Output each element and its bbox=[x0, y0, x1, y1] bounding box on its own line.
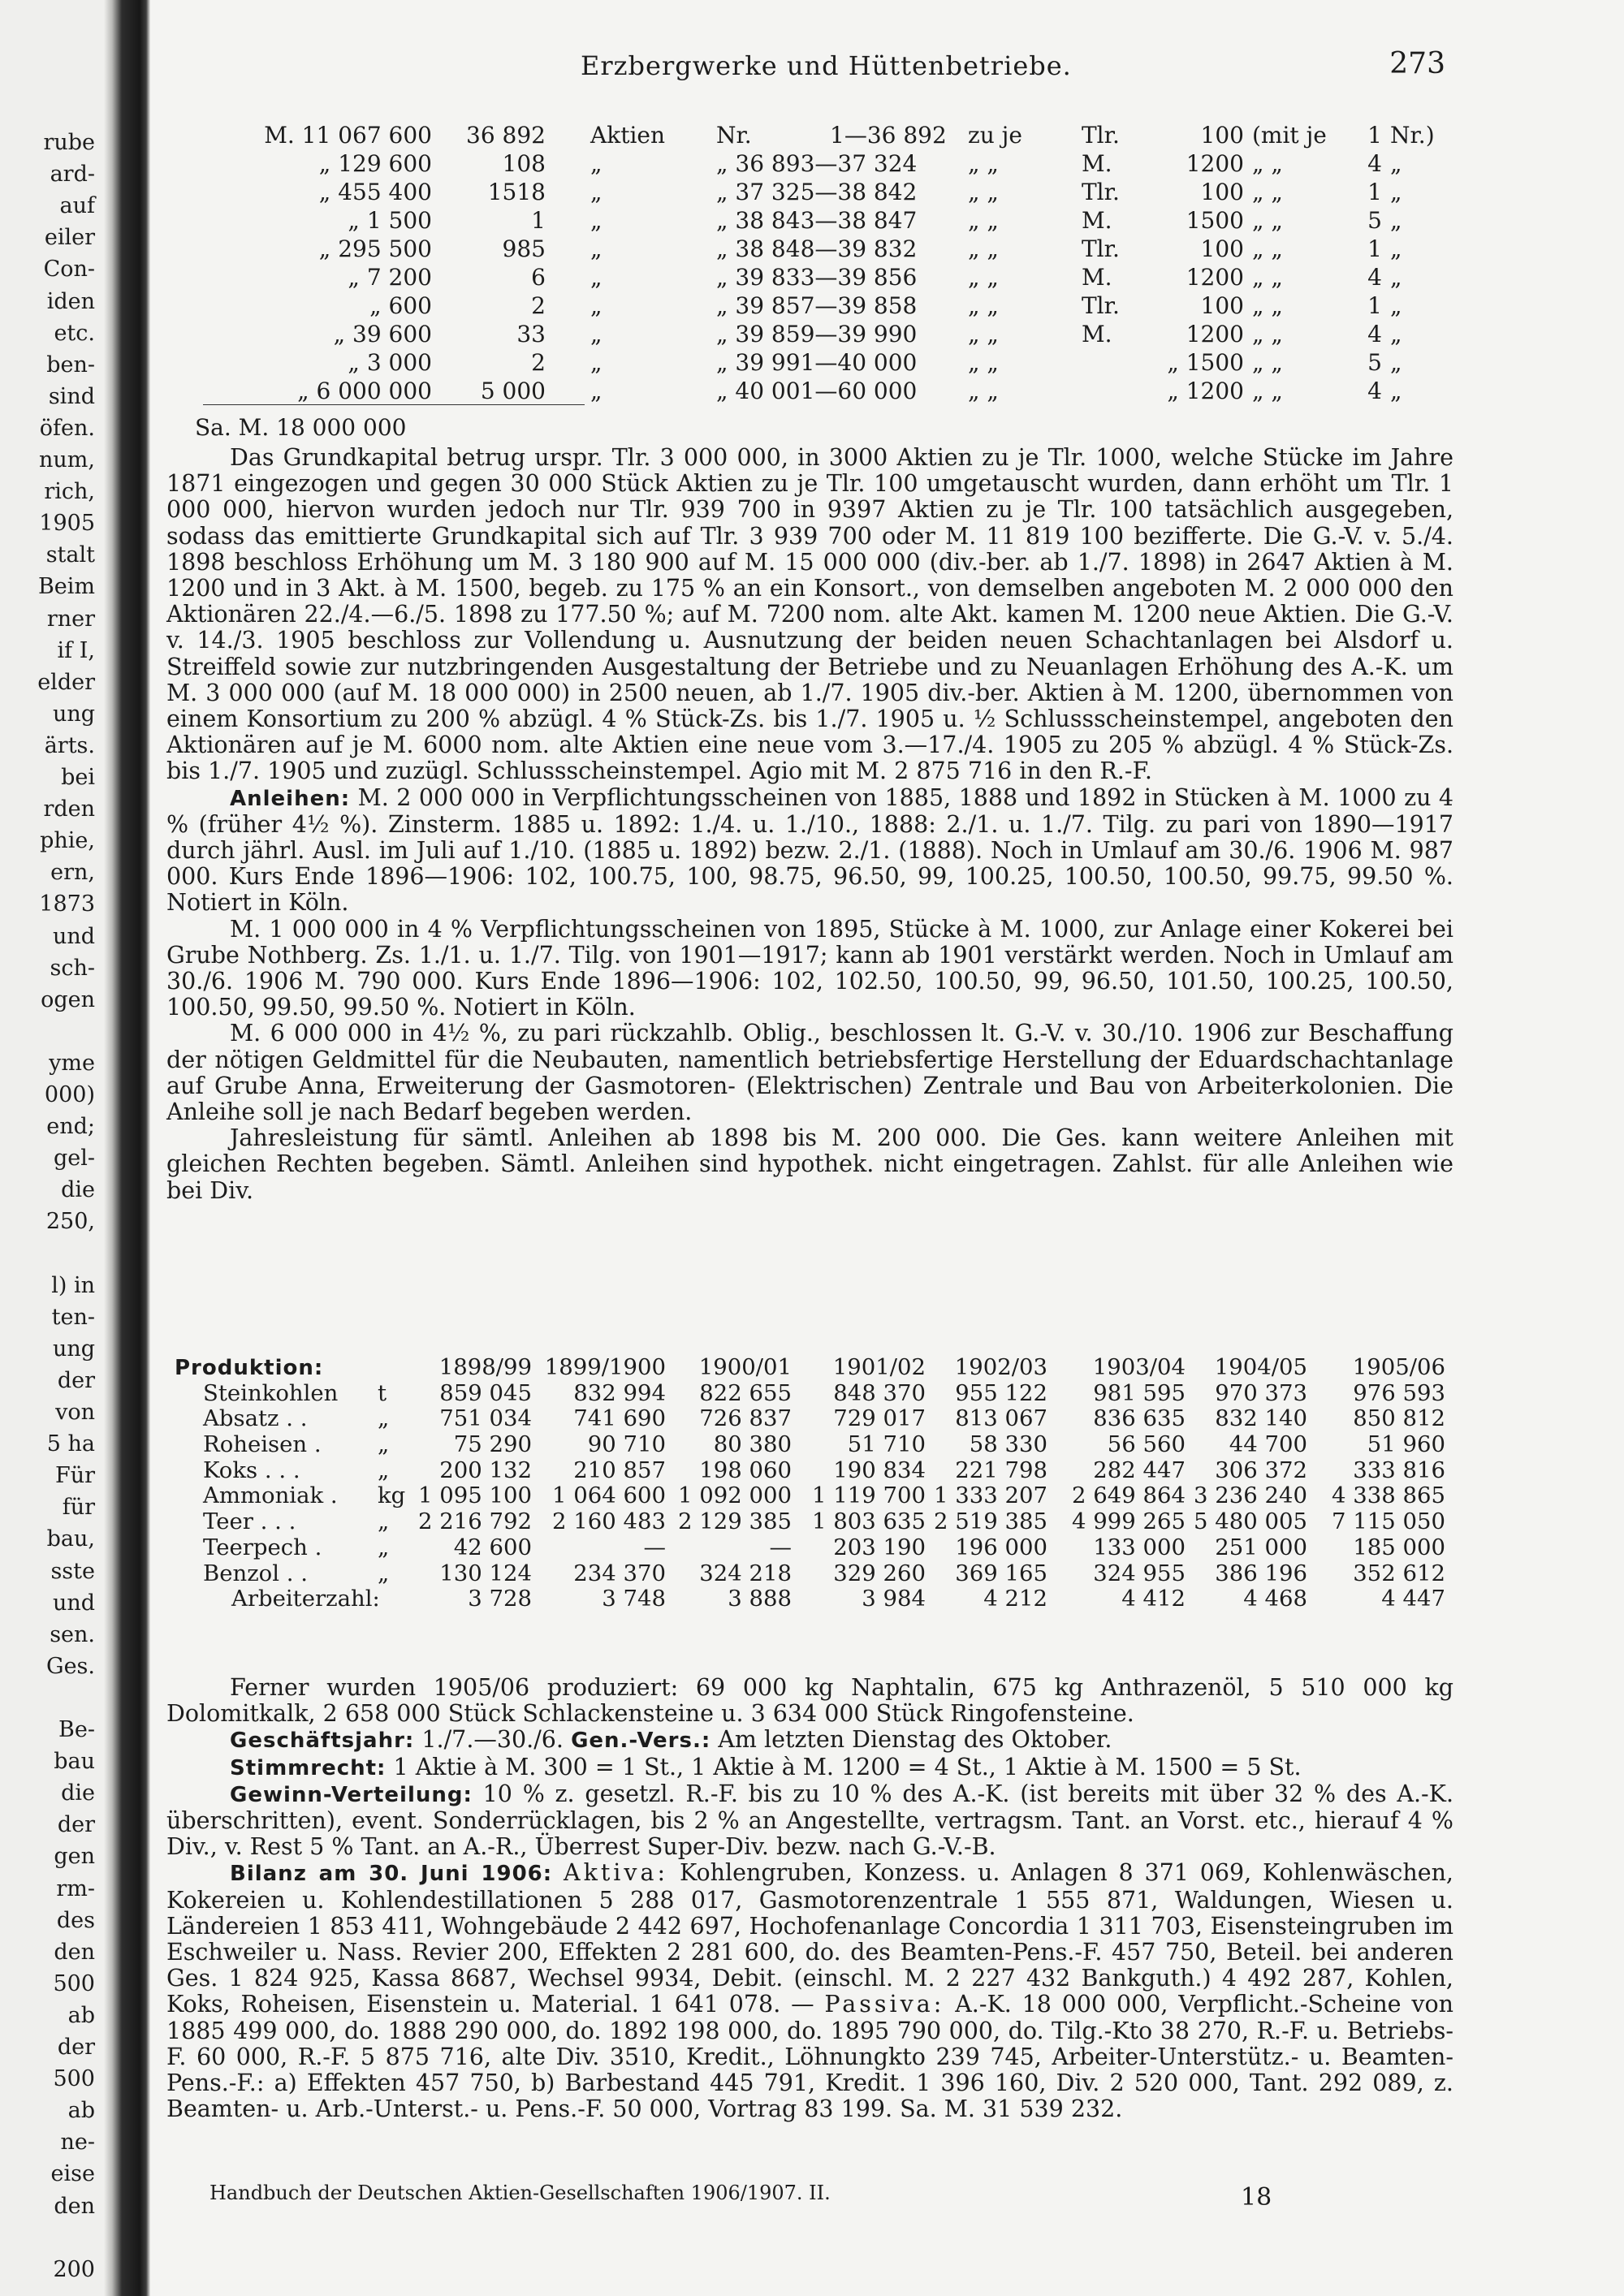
gewinn-value: 10 % z. gesetzl. R.-F. bis zu 10 % des A.-K. (ist bereits mit über 32 % des A.-K. überschritten), event. Sonderrücklagen, bis 2 % an Angestellte, vertragsm. Tant. an Vorst. etc., hierauf 4 % Div., v. Rest 5 % Tant. an A.-R., Überrest Super-Div. bezw. nach G.-V.-B. bbox=[166, 1780, 1454, 1861]
production-value: — bbox=[769, 1534, 792, 1560]
margin-fragment: rm- bbox=[56, 1875, 95, 1901]
production-value: 1 803 635 bbox=[812, 1508, 926, 1535]
share-range: „ 38 848—39 832 bbox=[716, 235, 918, 262]
share-val: „ 1200 bbox=[1167, 378, 1244, 404]
production-item: Ammoniak . bbox=[203, 1482, 338, 1509]
production-value: 981 595 bbox=[1093, 1379, 1186, 1406]
production-value: 822 655 bbox=[699, 1379, 792, 1406]
share-note: „ „ bbox=[1252, 207, 1283, 234]
production-year: 1898/99 bbox=[438, 1354, 532, 1380]
production-value: 203 190 bbox=[833, 1534, 926, 1560]
production-value: 850 812 bbox=[1353, 1405, 1445, 1432]
share-zu: „ „ bbox=[968, 150, 999, 177]
margin-fragment: 1873 bbox=[39, 891, 95, 917]
production-value: 56 560 bbox=[1107, 1431, 1186, 1458]
production-value: 190 834 bbox=[833, 1457, 926, 1483]
margin-fragment: phie, bbox=[40, 828, 95, 854]
share-n: 4 bbox=[1367, 264, 1382, 291]
margin-fragment: 000) bbox=[44, 1082, 95, 1107]
margin-fragment: bei bbox=[61, 765, 95, 790]
geschaeftsjahr-value: 1./7.—30./6. bbox=[421, 1726, 564, 1754]
production-value: 955 122 bbox=[955, 1379, 1047, 1406]
margin-fragment: 250, bbox=[45, 1209, 95, 1235]
production-value: 4 468 bbox=[1243, 1586, 1307, 1612]
production-value: 4 999 265 bbox=[1072, 1508, 1186, 1535]
margin-fragment: der bbox=[57, 1367, 95, 1393]
aktiva-value: Kohlengruben, Konzess. u. Anlagen 8 371 069, Kohlenwäschen, Kokereien u. Kohlendestillationen 5 288 017, Gasmotorenzentrale 1 555 871, Waldungen, Wiesen u. Ländereien 1 853 411, Wohngebäude 2 442 697, Hochofenanlage Concordia 1 311 703, Eisensteingruben im Eschweiler u. Nass. Revier 200, Effekten 2 281 600, do. des Beamten-Pens.-F. 457 750, Beteil. bei anderen Ges. 1 824 925, Kassa 8687, Wechsel 9934, Debit. (einschl. M. 2 227 432 Bankguth.) 4 492 287, Kohlen, Koks, Roheisen, Eisenstein u. Material. 1 641 078. — bbox=[166, 1859, 1453, 2018]
production-unit: „ bbox=[378, 1508, 390, 1535]
stimmrecht-value: 1 Aktie à M. 300 = 1 St., 1 Aktie à M. 1200 = 4 St., 1 Aktie à M. 1500 = 5 St. bbox=[393, 1753, 1302, 1780]
margin-fragment: ern, bbox=[50, 860, 95, 886]
margin-fragment: öfen. bbox=[39, 415, 95, 441]
stimmrecht-label: Stimmrecht: bbox=[230, 1755, 387, 1780]
share-n: 1 bbox=[1367, 235, 1382, 262]
production-value: 221 798 bbox=[955, 1457, 1047, 1483]
margin-fragment: elder bbox=[37, 669, 95, 695]
share-n: 4 bbox=[1367, 321, 1382, 347]
production-year: 1901/02 bbox=[832, 1354, 926, 1380]
share-note: „ „ bbox=[1252, 264, 1283, 291]
production-unit: „ bbox=[378, 1560, 390, 1586]
share-end: „ bbox=[1390, 349, 1402, 376]
production-value: 4 412 bbox=[1121, 1586, 1186, 1612]
production-value: 832 994 bbox=[573, 1379, 666, 1406]
gewinn-label: Gewinn-Verteilung: bbox=[230, 1782, 473, 1807]
share-note: „ „ bbox=[1252, 179, 1283, 205]
share-zu: „ „ bbox=[968, 349, 999, 376]
aktiva-label: Aktiva: bbox=[564, 1859, 669, 1887]
share-val: „ 1500 bbox=[1167, 349, 1244, 376]
page-number: 273 bbox=[1389, 47, 1445, 80]
margin-fragment: ten- bbox=[51, 1304, 95, 1330]
production-value: 1 064 600 bbox=[552, 1482, 666, 1509]
margin-fragment: iden bbox=[46, 288, 95, 314]
share-count: 36 892 bbox=[466, 122, 546, 149]
main-text bbox=[166, 445, 1453, 1204]
anleihen-label: Anleihen: bbox=[230, 786, 351, 811]
share-val: 100 bbox=[1200, 179, 1244, 205]
production-value: 42 600 bbox=[453, 1534, 532, 1560]
share-den: M. bbox=[1082, 264, 1112, 291]
production-label: Produktion: bbox=[175, 1356, 324, 1380]
margin-fragment: ben- bbox=[46, 352, 95, 378]
margin-fragment: ab bbox=[67, 2098, 95, 2124]
margin-fragment: gen bbox=[54, 1844, 95, 1870]
production-value: 2 216 792 bbox=[418, 1508, 532, 1535]
after-text bbox=[166, 1675, 1453, 2122]
production-value: 729 017 bbox=[833, 1405, 926, 1432]
production-unit: kg bbox=[378, 1482, 406, 1509]
share-zu: „ „ bbox=[968, 292, 999, 319]
production-value: 44 700 bbox=[1229, 1431, 1307, 1458]
production-year: 1899/1900 bbox=[544, 1354, 666, 1380]
margin-fragment: num, bbox=[39, 447, 95, 473]
share-n: 4 bbox=[1367, 378, 1382, 404]
margin-fragment: end; bbox=[46, 1114, 95, 1140]
production-value: 329 260 bbox=[833, 1560, 926, 1586]
margin-fragment: 200 bbox=[53, 2256, 95, 2282]
production-item: Teerpech . bbox=[203, 1534, 322, 1560]
margin-fragment: ärts. bbox=[44, 732, 95, 758]
production-value: 813 067 bbox=[955, 1405, 1047, 1432]
production-value: 2 129 385 bbox=[678, 1508, 792, 1535]
share-count: 1518 bbox=[487, 179, 546, 205]
share-unit: „ bbox=[590, 150, 603, 177]
share-unit: „ bbox=[590, 179, 603, 205]
share-n: 5 bbox=[1367, 207, 1382, 234]
share-note: „ „ bbox=[1252, 150, 1283, 177]
share-count: 985 bbox=[502, 235, 546, 262]
margin-fragment: der bbox=[57, 1812, 95, 1838]
margin-fragment: Ges. bbox=[46, 1653, 95, 1679]
production-value: 7 115 050 bbox=[1332, 1508, 1445, 1535]
production-value: 5 480 005 bbox=[1194, 1508, 1307, 1535]
share-val: 1200 bbox=[1186, 321, 1244, 347]
share-end: „ bbox=[1390, 378, 1402, 404]
margin-fragment: bau bbox=[54, 1749, 95, 1775]
share-val: 1200 bbox=[1186, 150, 1244, 177]
production-value: 324 955 bbox=[1093, 1560, 1186, 1586]
production-value: 282 447 bbox=[1093, 1457, 1186, 1483]
margin-fragment: Für bbox=[54, 1463, 95, 1489]
margin-fragment: ab bbox=[67, 2002, 95, 2028]
share-end: „ bbox=[1390, 150, 1402, 177]
share-count: 2 bbox=[531, 292, 546, 319]
production-value: 751 034 bbox=[439, 1405, 532, 1432]
share-end: „ bbox=[1390, 321, 1402, 347]
share-range: „ 40 001—60 000 bbox=[716, 378, 918, 404]
share-range: „ 39 857—39 858 bbox=[716, 292, 918, 319]
share-den: M. bbox=[1082, 207, 1112, 234]
margin-fragment: der bbox=[57, 2035, 95, 2060]
geschaeftsjahr-label: Geschäftsjahr: bbox=[230, 1728, 415, 1754]
production-value: 306 372 bbox=[1215, 1457, 1307, 1483]
share-count: 6 bbox=[531, 264, 546, 291]
production-value: 726 837 bbox=[699, 1405, 792, 1432]
production-value: 130 124 bbox=[439, 1560, 532, 1586]
share-count: 5 000 bbox=[480, 378, 546, 404]
production-item: Benzol . . bbox=[203, 1560, 309, 1586]
margin-fragment: und bbox=[52, 1590, 95, 1616]
production-unit: „ bbox=[378, 1431, 390, 1458]
production-year: 1903/04 bbox=[1092, 1354, 1186, 1380]
margin-fragment: stalt bbox=[45, 542, 95, 568]
production-value: 58 330 bbox=[969, 1431, 1047, 1458]
share-den: Tlr. bbox=[1082, 292, 1120, 319]
share-note: „ „ bbox=[1252, 235, 1283, 262]
share-n: 1 bbox=[1367, 292, 1382, 319]
margin-fragment: ogen bbox=[41, 986, 95, 1012]
production-value: 1 119 700 bbox=[812, 1482, 926, 1509]
share-range: „ 39 833—39 856 bbox=[716, 264, 918, 291]
production-value: 3 728 bbox=[468, 1586, 532, 1612]
share-end: „ bbox=[1390, 207, 1402, 234]
passiva-label: Passiva: bbox=[824, 1991, 945, 2018]
margin-fragment: ung bbox=[52, 701, 95, 727]
share-zu: „ „ bbox=[968, 321, 999, 347]
share-range: „ 38 843—38 847 bbox=[716, 207, 918, 234]
sheet-signature: 18 bbox=[1241, 2183, 1272, 2212]
margin-fragment: Beim bbox=[37, 574, 95, 600]
production-value: 3 748 bbox=[602, 1586, 666, 1612]
share-n: 1 bbox=[1367, 179, 1382, 205]
share-zu: zu je bbox=[968, 122, 1022, 149]
margin-fragment: sind bbox=[48, 383, 95, 409]
share-unit: Aktien bbox=[590, 122, 665, 149]
production-item: Steinkohlen bbox=[203, 1379, 339, 1406]
margin-fragment: l) in bbox=[51, 1272, 95, 1298]
margin-fragment: sch- bbox=[50, 955, 95, 981]
production-year: 1905/06 bbox=[1352, 1354, 1445, 1380]
share-note: „ „ bbox=[1252, 292, 1283, 319]
margin-fragment: den bbox=[54, 1939, 95, 1965]
share-unit: „ bbox=[590, 321, 603, 347]
margin-fragment: von bbox=[55, 1400, 95, 1425]
share-end: „ bbox=[1390, 179, 1402, 205]
share-amount: „ 39 600 bbox=[333, 321, 432, 347]
production-value: 4 212 bbox=[983, 1586, 1047, 1612]
production-value: 859 045 bbox=[439, 1379, 532, 1406]
share-zu: „ „ bbox=[968, 235, 999, 262]
production-unit: „ bbox=[378, 1534, 390, 1560]
sum-rule bbox=[203, 404, 585, 405]
share-range: „ 39 859—39 990 bbox=[716, 321, 918, 347]
production-value: 3 984 bbox=[862, 1586, 926, 1612]
margin-fragment: sen. bbox=[50, 1621, 95, 1647]
share-amount: „ 455 400 bbox=[318, 179, 432, 205]
share-amount: „ 1 500 bbox=[348, 207, 432, 234]
share-unit: „ bbox=[590, 349, 603, 376]
margin-fragment: bau, bbox=[46, 1526, 95, 1552]
production-value: 2 649 864 bbox=[1072, 1482, 1186, 1509]
share-note: (mit je bbox=[1252, 122, 1327, 149]
production-value: 90 710 bbox=[587, 1431, 666, 1458]
share-note: „ „ bbox=[1252, 349, 1283, 376]
production-value: 1 333 207 bbox=[934, 1482, 1047, 1509]
production-year: 1902/03 bbox=[954, 1354, 1047, 1380]
share-val: 100 bbox=[1200, 122, 1244, 149]
ferner-paragraph: Ferner wurden 1905/06 produziert: 69 000 kg Naphtalin, 675 kg Anthrazenöl, 5 510 000 kg Dolomitkalk, 2 658 000 Stück Schlackensteine u. 3 634 000 Stück Ringofensteine. bbox=[166, 1674, 1453, 1728]
share-range: 1—36 892 bbox=[830, 122, 947, 149]
anleihen-paragraph-2: M. 1 000 000 in 4 % Verpflichtungsscheinen von 1895, Stücke à M. 1000, zur Anlage einer Kokerei bei Grube Nothberg. Zs. 1./1. u. 1./7. Tilg. von 1901—1917; kann ab 1901 verstärkt werden. Noch in Umlauf am 30./6. 1906 M. 790 000. Kurs Ende 1896—1906: 102, 102.50, 100.50, 99, 96.50, 101.50, 100.25, 100.50, 100.50, 99.50, 99.50 %. Notiert in Köln. bbox=[166, 915, 1453, 1021]
production-value: 832 140 bbox=[1215, 1405, 1307, 1432]
production-value: 970 373 bbox=[1215, 1379, 1307, 1406]
margin-fragment: auf bbox=[59, 193, 95, 219]
margin-fragment: yme bbox=[49, 1050, 95, 1076]
grundkapital-paragraph: Das Grundkapital betrug urspr. Tlr. 3 000 000, in 3000 Aktien zu je Tlr. 1000, welche Stücke im Jahre 1871 eingezogen und gegen 30 000 Stück Aktien zu je Tlr. 100 umgetauscht wurden, dann erhöht um Tlr. 1 000 000, hiervon wurden jedoch nur Tlr. 939 700 in 9397 Aktien zu je Tlr. 100 tatsächlich ausgegeben, sodass das emittierte Grundkapital sich auf Tlr. 3 939 700 oder M. 11 819 100 bezifferte. Die G.-V. v. 5./4. 1898 beschloss Erhöhung um M. 3 180 900 auf M. 15 000 000 (div.-ber. ab 1./7. 1898) in 2647 Aktien à M. 1200 und in 3 Akt. à M. 1500, begeb. zu 175 % an ein Konsort., von demselben angeboten M. 2 000 000 den Aktionären 22./4.—6./5. 1898 zu 177.50 %; auf M. 7200 nom. alte Akt. kamen M. 1200 neue Aktien. Die G.-V. v. 14./3. 1905 beschloss zur Vollendung u. Ausnutzung der beiden neuen Schachtanlagen bei Alsdorf u. Streiffeld sowie zur nutzbringenden Ausgestaltung der Betriebe und zu Neuanlagen Erhöhung des A.-K. um M. 3 000 000 (auf M. 18 000 000) in 2500 neuen, ab 1./7. 1905 div.-ber. Aktien à M. 1200, übernommen von einem Konsortium zu 200 % abzügl. 4 % Stück-Zs. bis 1./7. 1905 u. ½ Schlussscheinstempel, angeboten den Aktionären auf je M. 6000 nom. alte Aktien eine neue vom 3.—17./4. 1905 zu 205 % abzügl. 4 % Stück-Zs. bis 1./7. 1905 und zuzügl. Schlussscheinstempel. Agio mit M. 2 875 716 in den R.-F. bbox=[166, 444, 1453, 785]
share-unit: „ bbox=[590, 235, 603, 262]
margin-fragment: sste bbox=[50, 1558, 95, 1584]
share-den: Tlr. bbox=[1082, 235, 1120, 262]
margin-fragment: rich, bbox=[44, 479, 95, 505]
share-end: „ bbox=[1390, 264, 1402, 291]
production-item: Teer . . . bbox=[203, 1508, 296, 1535]
footer-source: Handbuch der Deutschen Aktien-Gesellschaften 1906/1907. II. bbox=[209, 2182, 831, 2204]
share-sum: Sa. M. 18 000 000 bbox=[195, 414, 407, 441]
production-value: 741 690 bbox=[573, 1405, 666, 1432]
production-value: 369 165 bbox=[955, 1560, 1047, 1586]
share-den: Tlr. bbox=[1082, 122, 1120, 149]
share-note: „ „ bbox=[1252, 321, 1283, 347]
production-unit: „ bbox=[378, 1405, 390, 1432]
share-val: 1500 bbox=[1186, 207, 1244, 234]
margin-fragment: eiler bbox=[44, 225, 95, 251]
margin-fragment: 1905 bbox=[39, 511, 95, 537]
margin-fragment: ung bbox=[52, 1336, 95, 1362]
production-year: 1904/05 bbox=[1214, 1354, 1307, 1380]
production-year: 1900/01 bbox=[698, 1354, 792, 1380]
share-range: „ 37 325—38 842 bbox=[716, 179, 918, 205]
production-value: 200 132 bbox=[439, 1457, 532, 1483]
share-val: 100 bbox=[1200, 292, 1244, 319]
margin-fragment: Con- bbox=[43, 257, 95, 283]
production-value: 234 370 bbox=[573, 1560, 666, 1586]
production-item: Koks . . . bbox=[203, 1457, 300, 1483]
margin-fragment: ne- bbox=[60, 2130, 95, 2156]
share-end: Nr.) bbox=[1390, 122, 1435, 149]
share-range: „ 36 893—37 324 bbox=[716, 150, 918, 177]
margin-fragment: und bbox=[52, 923, 95, 949]
production-unit: „ bbox=[378, 1457, 390, 1483]
share-note: „ „ bbox=[1252, 378, 1283, 404]
production-value: 185 000 bbox=[1353, 1534, 1445, 1560]
production-value: 1 095 100 bbox=[418, 1482, 532, 1509]
share-end: „ bbox=[1390, 235, 1402, 262]
margin-fragment: gel- bbox=[53, 1146, 95, 1172]
jahresleistung-paragraph: Jahresleistung für sämtl. Anleihen ab 1898 bis M. 200 000. Die Ges. kann weitere Anleihen mit gleichen Rechten begeben. Sämtl. Anleihen sind hypothek. nicht eingetragen. Zahlst. für alle Anleihen wie bei Div. bbox=[166, 1124, 1453, 1204]
share-unit: „ bbox=[590, 378, 603, 404]
production-value: 80 380 bbox=[713, 1431, 792, 1458]
production-value: — bbox=[643, 1534, 666, 1560]
margin-fragment: Be- bbox=[58, 1717, 95, 1742]
production-value: 324 218 bbox=[699, 1560, 792, 1586]
share-count: 33 bbox=[516, 321, 546, 347]
production-value: 333 816 bbox=[1353, 1457, 1445, 1483]
production-item: Absatz . . bbox=[203, 1405, 308, 1432]
margin-fragment: für bbox=[62, 1495, 95, 1521]
running-title: Erzbergwerke und Hüttenbetriebe. bbox=[581, 50, 1072, 81]
production-value: 1 092 000 bbox=[678, 1482, 792, 1509]
share-range: „ 39 991—40 000 bbox=[716, 349, 918, 376]
production-value: 3 888 bbox=[728, 1586, 792, 1612]
margin-fragment: rden bbox=[43, 796, 95, 822]
share-unit: „ bbox=[590, 207, 603, 234]
margin-fragment: 5 ha bbox=[46, 1431, 95, 1457]
margin-fragment: rube bbox=[43, 130, 95, 155]
share-amount: M. 11 067 600 bbox=[264, 122, 432, 149]
margin-fragment: rner bbox=[46, 606, 95, 632]
production-value: 836 635 bbox=[1093, 1405, 1186, 1432]
share-zu: „ „ bbox=[968, 264, 999, 291]
share-amount: „ 6 000 000 bbox=[297, 378, 432, 404]
margin-fragment: die bbox=[61, 1177, 95, 1203]
share-val: 100 bbox=[1200, 235, 1244, 262]
share-n: 5 bbox=[1367, 349, 1382, 376]
share-amount: „ 3 000 bbox=[348, 349, 432, 376]
production-value: 210 857 bbox=[573, 1457, 666, 1483]
production-value: 2 519 385 bbox=[934, 1508, 1047, 1535]
production-value: 2 160 483 bbox=[552, 1508, 666, 1535]
production-value: 4 447 bbox=[1381, 1586, 1445, 1612]
production-item: Roheisen . bbox=[203, 1431, 322, 1458]
share-den: M. bbox=[1082, 321, 1112, 347]
production-value: 4 338 865 bbox=[1332, 1482, 1445, 1509]
production-value: 133 000 bbox=[1093, 1534, 1186, 1560]
production-value: 251 000 bbox=[1215, 1534, 1307, 1560]
bilanz-label: Bilanz am 30. Juni 1906: bbox=[230, 1862, 553, 1887]
production-value: 386 196 bbox=[1215, 1560, 1307, 1586]
margin-fragment: eise bbox=[50, 2161, 95, 2187]
share-end: „ bbox=[1390, 292, 1402, 319]
share-zu: „ „ bbox=[968, 378, 999, 404]
margin-fragment: 500 bbox=[53, 2066, 95, 2092]
margin-fragment: etc. bbox=[54, 320, 95, 346]
share-amount: „ 129 600 bbox=[318, 150, 432, 177]
genvers-label: Gen.-Vers.: bbox=[571, 1728, 711, 1754]
share-count: 1 bbox=[531, 207, 546, 234]
share-zu: „ „ bbox=[968, 207, 999, 234]
share-count: 2 bbox=[531, 349, 546, 376]
share-nr-label: Nr. bbox=[716, 122, 752, 149]
margin-fragment: ard- bbox=[50, 162, 95, 188]
margin-fragment: die bbox=[61, 1780, 95, 1806]
production-value: 352 612 bbox=[1353, 1560, 1445, 1586]
margin-fragment: des bbox=[56, 1907, 95, 1933]
passiva-value: A.-K. 18 000 000, Verpflicht.-Scheine von 1885 499 000, do. 1888 290 000, do. 1892 198 000, do. 1895 790 000, do. Tilg.-Kto 38 270, R.-F. u. Betriebs-F. 60 000, R.-F. 5 875 716, alte Div. 3510, Kredit., Löhnungkto 239 745, Arbeiter-Unterstütz.- u. Beamten-Pens.-F.: a) Effekten 457 750, b) Barbestand 445 791, Kredit. 1 396 160, Div. 2 520 000, Tant. 292 089, z. Beamten- u. Arb.-Unterst.- u. Pens.-F. 50 000, Vortrag 83 199. Sa. M. 31 539 232. bbox=[166, 1991, 1453, 2123]
production-value: 51 710 bbox=[847, 1431, 926, 1458]
production-value: 198 060 bbox=[699, 1457, 792, 1483]
share-zu: „ „ bbox=[968, 179, 999, 205]
genvers-value: Am letzten Dienstag des Oktober. bbox=[718, 1726, 1112, 1754]
anleihen-paragraph-1: M. 2 000 000 in Verpflichtungsscheinen von 1885, 1888 und 1892 in Stücken à M. 1000 zu 4 % (früher 4½ %). Zinsterm. 1885 u. 1892: 1./4. u. 1./10., 1888: 2./1. u. 1./7. Tilg. zu pari von 1890—1917 durch jährl. Ausl. im Juli auf 1./10. (1885 u. 1892) bezw. 2./1. (1888). Noch in Umlauf am 30./6. 1906 M. 987 000. Kurs Ende 1896—1906: 102, 100.75, 100, 98.75, 96.50, 99, 100.25, 100.50, 100.50, 99.75, 99.50 %. Notiert in Köln. bbox=[166, 783, 1454, 917]
production-value: 51 960 bbox=[1367, 1431, 1445, 1458]
production-value: 3 236 240 bbox=[1194, 1482, 1307, 1509]
production-item: Arbeiterzahl: bbox=[231, 1586, 380, 1612]
share-den: M. bbox=[1082, 150, 1112, 177]
share-count: 108 bbox=[502, 150, 546, 177]
anleihen-paragraph-3: M. 6 000 000 in 4½ %, zu pari rückzahlb. Oblig., beschlossen lt. G.-V. v. 30./10. 1906 zur Beschaffung der nötigen Geldmittel für die Neubauten, namentlich betriebsfertige Herstellung der Eduardschachtanlage auf Grube Anna, Erweiterung der Gasmotoren- (Elektrischen) Zentrale und Bau von Arbeiterkolonien. Die Anleihe soll je nach Bedarf begeben werden. bbox=[166, 1020, 1453, 1126]
production-unit: t bbox=[378, 1379, 387, 1406]
share-unit: „ bbox=[590, 292, 603, 319]
production-value: 196 000 bbox=[955, 1534, 1047, 1560]
share-amount: „ 600 bbox=[369, 292, 432, 319]
production-value: 75 290 bbox=[453, 1431, 532, 1458]
production-value: 848 370 bbox=[833, 1379, 926, 1406]
margin-fragment: 500 bbox=[53, 1970, 95, 1996]
share-unit: „ bbox=[590, 264, 603, 291]
margin-fragment: if I, bbox=[57, 637, 95, 663]
share-n: 4 bbox=[1367, 150, 1382, 177]
share-den: Tlr. bbox=[1082, 179, 1120, 205]
margin-fragment: den bbox=[54, 2193, 95, 2219]
share-n: 1 bbox=[1367, 122, 1382, 149]
share-amount: „ 7 200 bbox=[348, 264, 432, 291]
previous-page-margin-fragments bbox=[0, 0, 102, 2296]
share-val: 1200 bbox=[1186, 264, 1244, 291]
share-amount: „ 295 500 bbox=[318, 235, 432, 262]
production-value: 976 593 bbox=[1353, 1379, 1445, 1406]
